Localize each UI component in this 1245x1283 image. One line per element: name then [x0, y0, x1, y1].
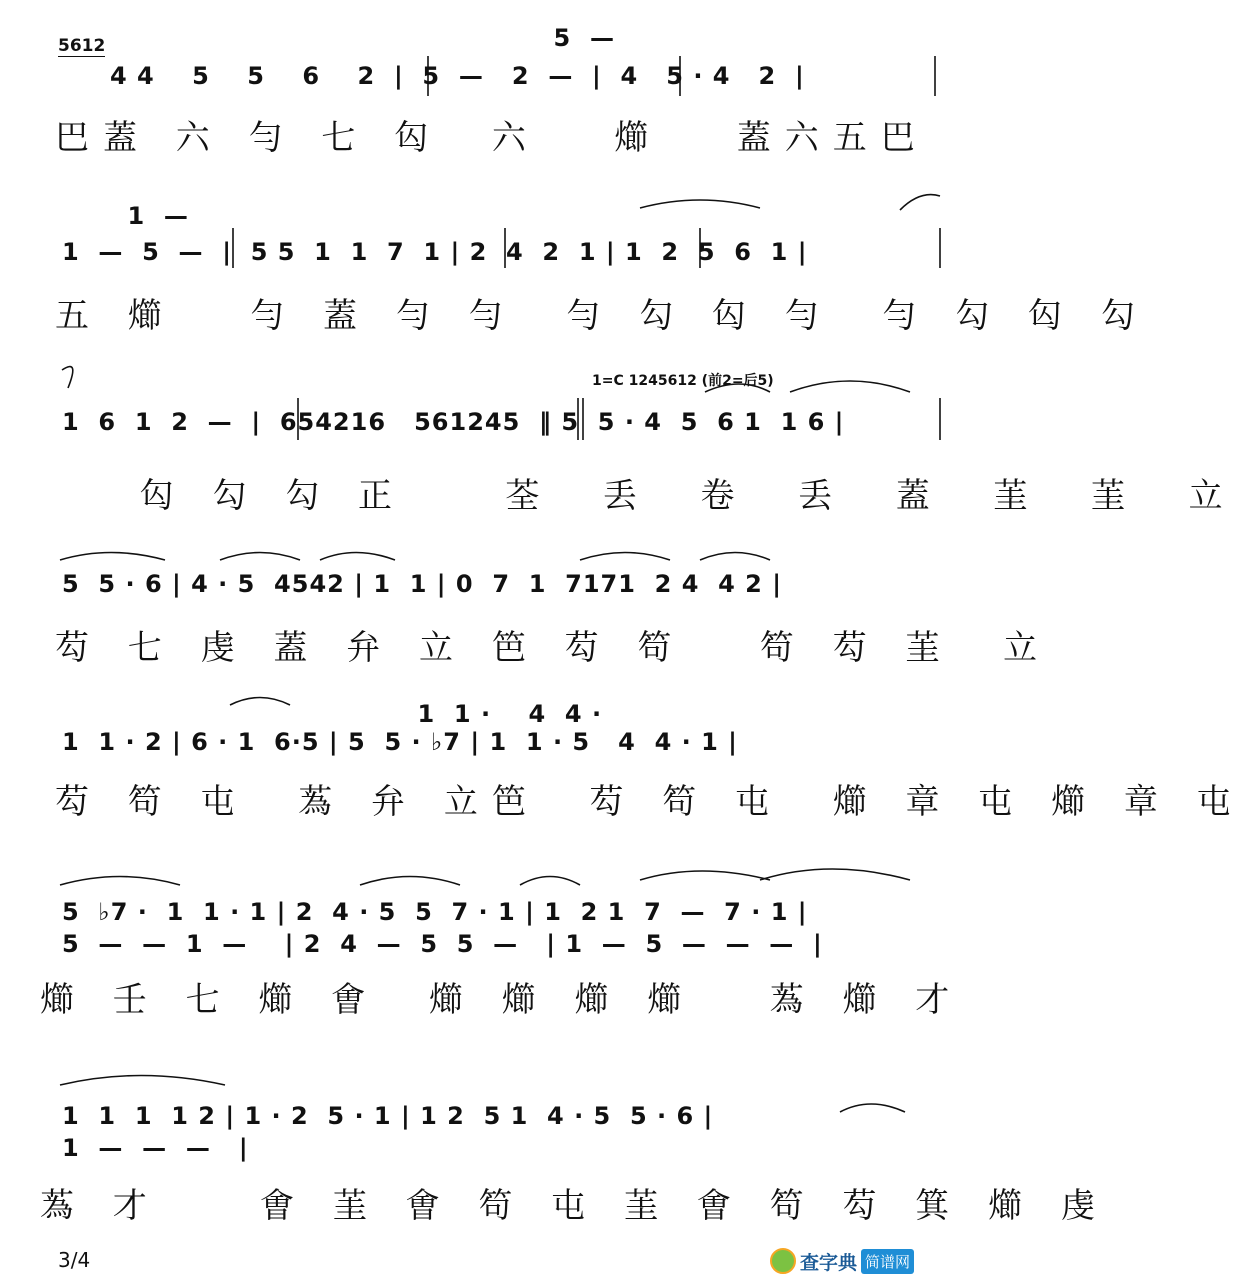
- notation-line-4: 5 5 · 6 | 4 · 5 4542 | 1 1 | 0 7 1 7171 2 4 4 2 |: [62, 570, 782, 598]
- slur-mark: [790, 381, 910, 392]
- notation-line-5: 1 1 · 2 | 6 · 1 6·5 | 5 5 · ♭7 | 1 1 · 5 4 4 · 1 |: [62, 728, 738, 756]
- upper-voice-2: 1 —: [62, 202, 189, 230]
- tablature-line-1: 巴蓋 六 勻 七 匃 六 㸅 蓋六五巴: [55, 118, 929, 158]
- tablature-line-5: 芶 笱 屯 蒍 弁 立笆 芶 笱 屯 㸅 章 屯 㸅 章 屯: [55, 782, 1245, 822]
- notation-line-6: 5 ♭7 · 1 1 · 1 | 2 4 · 5 5 7 · 1 | 1 2 1 7 — 7 · 1 |: [62, 898, 808, 926]
- slur-mark: [840, 1104, 905, 1112]
- slur-mark: [700, 553, 770, 561]
- slur-mark: [60, 553, 165, 561]
- slur-mark: [220, 553, 300, 561]
- slur-mark: [62, 367, 73, 388]
- tablature-line-4: 芶 七 虔 蓋 弁 立 笆 芶 笱 笱 芶 茥 立: [55, 628, 1052, 668]
- tablature-line-6: 㸅 壬 七 㸅 㑹 㸅 㸅 㸅 㸅 蒍 㸅 才: [40, 980, 964, 1020]
- tablature-line-7: 蒍 才 㑹 茥 㑹 笱 屯 茥 㑹 笱 芶 箕 㸅 虔: [40, 1186, 1109, 1226]
- slur-mark: [760, 869, 910, 880]
- notation-line-2: 1 — 5 — | 5 5 1 1 7 1 | 2 4 2 1 | 1 2 5 6 1 |: [62, 238, 808, 266]
- tablature-line-2: 五 㸅 勻 蓋 勻 勻 勻 勾 匃 勻 勻 勾 匃 勾: [55, 296, 1149, 336]
- lower-voice-6: 5 — — 1 — | 2 4 — 5 5 — | 1 — 5 — — — |: [62, 930, 823, 958]
- slur-mark: [520, 877, 580, 886]
- lower-voice-7: 1 — — — |: [62, 1134, 249, 1162]
- watermark-sub: 简谱网: [861, 1249, 914, 1274]
- tablature-line-3: 匃 勾 勾 正 荃 丢 卷 丢 蓋 茥 茥 立: [90, 476, 1237, 516]
- notation-line-7: 1 1 1 1 2 | 1 · 2 5 · 1 | 1 2 5 1 4 · 5 5 · 6 |: [62, 1102, 714, 1130]
- slur-mark: [640, 200, 760, 208]
- slur-mark: [320, 553, 395, 561]
- slur-mark: [705, 384, 770, 392]
- upper-voice-1: 5 —: [460, 24, 615, 52]
- tuning-label: 5612: [58, 36, 106, 56]
- slur-mark: [60, 1076, 225, 1086]
- notation-line-3: 1 6 1 2 — | 654216 561245 ‖ 5 5 · 4 5 6 1 1 6 |: [62, 408, 845, 436]
- slur-mark: [360, 877, 460, 886]
- slur-mark: [580, 553, 670, 561]
- slur-mark: [230, 698, 290, 706]
- slur-mark: [900, 195, 940, 210]
- watermark-brand: 查字典: [800, 1251, 858, 1274]
- notation-line-1: 4 4 5 5 6 2 | 5 — 2 — | 4 5 · 4 2 |: [110, 62, 805, 90]
- slur-mark: [640, 871, 770, 880]
- page-number: 3/4: [58, 1248, 91, 1272]
- slur-mark: [60, 877, 180, 886]
- upper-voice-5: 1 1 · 4 4 ·: [62, 700, 603, 728]
- key-signature: 1=C 1245612 (前2=后5): [592, 373, 774, 389]
